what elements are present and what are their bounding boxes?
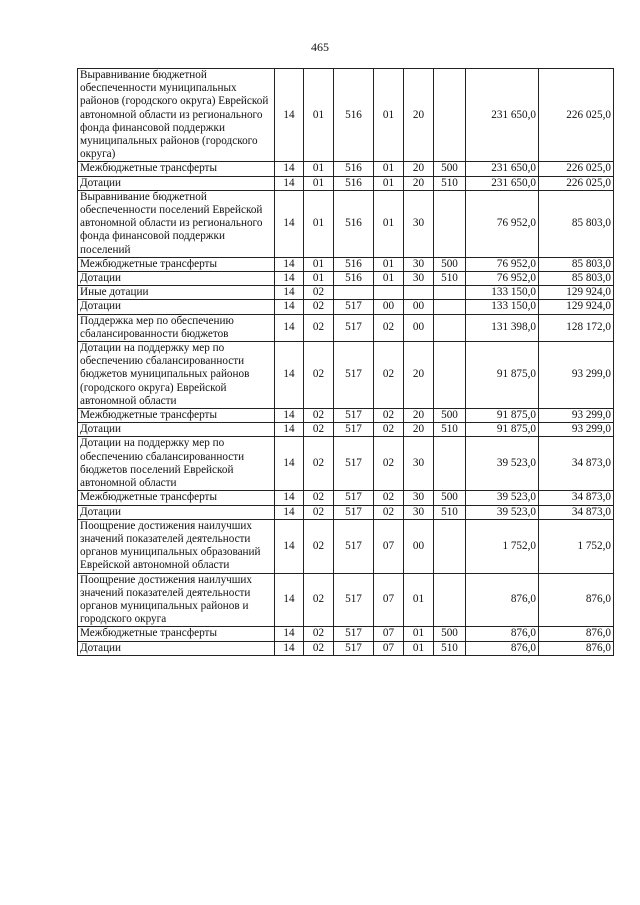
target-subarticle-code-cell: 02 <box>374 505 404 519</box>
amount-year-1-cell: 91 875,0 <box>466 409 539 423</box>
section-code-cell: 14 <box>275 409 304 423</box>
row-name-cell: Дотации <box>78 641 275 655</box>
target-subarticle-code-cell: 01 <box>374 69 404 162</box>
table-row <box>78 69 614 162</box>
amount-year-1-cell: 231 650,0 <box>466 162 539 176</box>
subsection-code-cell: 01 <box>304 257 334 271</box>
expense-type-code-cell <box>434 69 466 162</box>
section-code-cell: 14 <box>275 300 304 314</box>
expense-type-code-cell <box>434 437 466 491</box>
subsection-code-cell: 02 <box>304 505 334 519</box>
row-name-cell: Дотации <box>78 272 275 286</box>
table-row <box>78 314 614 341</box>
row-name-cell: Дотации на поддержку мер по обеспечению сбалансированности бюджетов муниципальных районов (городского округа) Еврейской автономной области <box>78 342 275 409</box>
row-name-cell: Поощрение достижения наилучших значений показателей деятельности органов муниципальных районов и городского округа <box>78 573 275 627</box>
row-name-cell: Межбюджетные трансферты <box>78 257 275 271</box>
amount-year-2-cell: 876,0 <box>539 627 614 641</box>
target-item-code-cell: 30 <box>404 491 434 505</box>
target-article-code-cell: 517 <box>334 409 374 423</box>
target-article-code-cell: 517 <box>334 505 374 519</box>
target-subarticle-code-cell: 02 <box>374 437 404 491</box>
row-name-cell: Поддержка мер по обеспечению сбалансированности бюджетов <box>78 314 275 341</box>
table-row <box>78 627 614 641</box>
target-article-code-cell: 517 <box>334 300 374 314</box>
target-subarticle-code-cell: 00 <box>374 300 404 314</box>
amount-year-1-cell: 231 650,0 <box>466 69 539 162</box>
amount-year-2-cell: 128 172,0 <box>539 314 614 341</box>
target-article-code-cell: 517 <box>334 437 374 491</box>
target-subarticle-code-cell: 02 <box>374 423 404 437</box>
table-row <box>78 409 614 423</box>
subsection-code-cell: 02 <box>304 423 334 437</box>
section-code-cell: 14 <box>275 162 304 176</box>
target-subarticle-code-cell: 02 <box>374 409 404 423</box>
target-article-code-cell: 516 <box>334 190 374 257</box>
expense-type-code-cell <box>434 519 466 573</box>
amount-year-1-cell: 133 150,0 <box>466 300 539 314</box>
target-article-code-cell: 517 <box>334 641 374 655</box>
section-code-cell: 14 <box>275 257 304 271</box>
target-article-code-cell: 516 <box>334 257 374 271</box>
expense-type-code-cell <box>434 573 466 627</box>
subsection-code-cell: 02 <box>304 300 334 314</box>
target-item-code-cell: 20 <box>404 423 434 437</box>
subsection-code-cell: 01 <box>304 190 334 257</box>
amount-year-2-cell: 226 025,0 <box>539 69 614 162</box>
amount-year-2-cell: 876,0 <box>539 641 614 655</box>
expense-type-code-cell: 500 <box>434 627 466 641</box>
expense-type-code-cell <box>434 300 466 314</box>
amount-year-2-cell: 34 873,0 <box>539 491 614 505</box>
target-item-code-cell: 00 <box>404 314 434 341</box>
amount-year-1-cell: 133 150,0 <box>466 286 539 300</box>
table-row <box>78 176 614 190</box>
target-article-code-cell: 516 <box>334 162 374 176</box>
subsection-code-cell: 01 <box>304 272 334 286</box>
section-code-cell: 14 <box>275 286 304 300</box>
section-code-cell: 14 <box>275 69 304 162</box>
table-row <box>78 342 614 409</box>
amount-year-1-cell: 39 523,0 <box>466 491 539 505</box>
section-code-cell: 14 <box>275 573 304 627</box>
amount-year-2-cell: 34 873,0 <box>539 505 614 519</box>
amount-year-1-cell: 876,0 <box>466 641 539 655</box>
row-name-cell: Межбюджетные трансферты <box>78 491 275 505</box>
table-row <box>78 257 614 271</box>
subsection-code-cell: 02 <box>304 409 334 423</box>
page-number: 465 <box>311 40 329 54</box>
amount-year-2-cell: 85 803,0 <box>539 257 614 271</box>
target-article-code-cell <box>334 286 374 300</box>
table-row <box>78 641 614 655</box>
expense-type-code-cell <box>434 190 466 257</box>
expense-type-code-cell <box>434 314 466 341</box>
section-code-cell: 14 <box>275 641 304 655</box>
target-item-code-cell: 01 <box>404 573 434 627</box>
target-item-code-cell: 01 <box>404 627 434 641</box>
target-article-code-cell: 517 <box>334 342 374 409</box>
subsection-code-cell: 02 <box>304 286 334 300</box>
subsection-code-cell: 01 <box>304 69 334 162</box>
target-item-code-cell: 30 <box>404 257 434 271</box>
amount-year-1-cell: 876,0 <box>466 627 539 641</box>
table-row <box>78 423 614 437</box>
target-subarticle-code-cell: 01 <box>374 162 404 176</box>
table-row <box>78 190 614 257</box>
target-subarticle-code-cell: 01 <box>374 272 404 286</box>
target-article-code-cell: 517 <box>334 314 374 341</box>
section-code-cell: 14 <box>275 342 304 409</box>
amount-year-2-cell: 93 299,0 <box>539 409 614 423</box>
target-item-code-cell: 20 <box>404 409 434 423</box>
amount-year-1-cell: 91 875,0 <box>466 423 539 437</box>
target-article-code-cell: 517 <box>334 491 374 505</box>
amount-year-2-cell: 129 924,0 <box>539 300 614 314</box>
amount-year-1-cell: 91 875,0 <box>466 342 539 409</box>
section-code-cell: 14 <box>275 491 304 505</box>
table-row <box>78 491 614 505</box>
section-code-cell: 14 <box>275 272 304 286</box>
budget-table <box>77 68 614 656</box>
target-subarticle-code-cell: 07 <box>374 627 404 641</box>
row-name-cell: Межбюджетные трансферты <box>78 409 275 423</box>
table-row <box>78 505 614 519</box>
target-item-code-cell: 30 <box>404 505 434 519</box>
expense-type-code-cell <box>434 342 466 409</box>
table-row <box>78 519 614 573</box>
target-article-code-cell: 516 <box>334 272 374 286</box>
expense-type-code-cell: 510 <box>434 423 466 437</box>
row-name-cell: Дотации <box>78 505 275 519</box>
amount-year-2-cell: 85 803,0 <box>539 272 614 286</box>
row-name-cell: Иные дотации <box>78 286 275 300</box>
table-row <box>78 437 614 491</box>
amount-year-1-cell: 76 952,0 <box>466 190 539 257</box>
section-code-cell: 14 <box>275 627 304 641</box>
amount-year-2-cell: 226 025,0 <box>539 162 614 176</box>
target-article-code-cell: 516 <box>334 176 374 190</box>
row-name-cell: Межбюджетные трансферты <box>78 627 275 641</box>
amount-year-1-cell: 39 523,0 <box>466 505 539 519</box>
target-subarticle-code-cell: 02 <box>374 491 404 505</box>
target-article-code-cell: 517 <box>334 519 374 573</box>
table-row <box>78 162 614 176</box>
subsection-code-cell: 02 <box>304 491 334 505</box>
target-item-code-cell: 00 <box>404 300 434 314</box>
section-code-cell: 14 <box>275 423 304 437</box>
subsection-code-cell: 02 <box>304 437 334 491</box>
row-name-cell: Дотации <box>78 300 275 314</box>
row-name-cell: Дотации <box>78 176 275 190</box>
expense-type-code-cell: 510 <box>434 176 466 190</box>
target-subarticle-code-cell <box>374 286 404 300</box>
target-item-code-cell: 30 <box>404 190 434 257</box>
amount-year-1-cell: 1 752,0 <box>466 519 539 573</box>
section-code-cell: 14 <box>275 176 304 190</box>
section-code-cell: 14 <box>275 437 304 491</box>
amount-year-2-cell: 93 299,0 <box>539 342 614 409</box>
target-article-code-cell: 517 <box>334 423 374 437</box>
target-subarticle-code-cell: 01 <box>374 176 404 190</box>
target-item-code-cell: 20 <box>404 176 434 190</box>
target-subarticle-code-cell: 02 <box>374 342 404 409</box>
target-item-code-cell: 20 <box>404 69 434 162</box>
table-row <box>78 286 614 300</box>
target-item-code-cell: 30 <box>404 272 434 286</box>
expense-type-code-cell: 500 <box>434 162 466 176</box>
subsection-code-cell: 02 <box>304 641 334 655</box>
target-item-code-cell: 00 <box>404 519 434 573</box>
row-name-cell: Межбюджетные трансферты <box>78 162 275 176</box>
amount-year-1-cell: 39 523,0 <box>466 437 539 491</box>
target-subarticle-code-cell: 02 <box>374 314 404 341</box>
target-article-code-cell: 516 <box>334 69 374 162</box>
subsection-code-cell: 02 <box>304 342 334 409</box>
expense-type-code-cell: 510 <box>434 505 466 519</box>
amount-year-2-cell: 93 299,0 <box>539 423 614 437</box>
target-subarticle-code-cell: 01 <box>374 190 404 257</box>
amount-year-1-cell: 76 952,0 <box>466 257 539 271</box>
table-row <box>78 300 614 314</box>
amount-year-2-cell: 34 873,0 <box>539 437 614 491</box>
target-item-code-cell: 20 <box>404 342 434 409</box>
row-name-cell: Дотации <box>78 423 275 437</box>
subsection-code-cell: 01 <box>304 176 334 190</box>
expense-type-code-cell: 500 <box>434 409 466 423</box>
expense-type-code-cell: 500 <box>434 491 466 505</box>
amount-year-1-cell: 231 650,0 <box>466 176 539 190</box>
expense-type-code-cell: 500 <box>434 257 466 271</box>
amount-year-1-cell: 131 398,0 <box>466 314 539 341</box>
section-code-cell: 14 <box>275 314 304 341</box>
amount-year-2-cell: 129 924,0 <box>539 286 614 300</box>
subsection-code-cell: 01 <box>304 162 334 176</box>
amount-year-2-cell: 1 752,0 <box>539 519 614 573</box>
target-item-code-cell: 01 <box>404 641 434 655</box>
target-item-code-cell: 20 <box>404 162 434 176</box>
amount-year-2-cell: 876,0 <box>539 573 614 627</box>
target-item-code-cell <box>404 286 434 300</box>
section-code-cell: 14 <box>275 519 304 573</box>
row-name-cell: Выравнивание бюджетной обеспеченности муниципальных районов (городского округа) Еврейской автономной области из регионального фонда финансовой поддержки муниципальных районов (городского округа) <box>78 69 275 162</box>
amount-year-1-cell: 76 952,0 <box>466 272 539 286</box>
subsection-code-cell: 02 <box>304 314 334 341</box>
section-code-cell: 14 <box>275 505 304 519</box>
expense-type-code-cell: 510 <box>434 272 466 286</box>
target-subarticle-code-cell: 07 <box>374 641 404 655</box>
subsection-code-cell: 02 <box>304 573 334 627</box>
target-subarticle-code-cell: 07 <box>374 573 404 627</box>
table-body <box>78 69 614 656</box>
expense-type-code-cell: 510 <box>434 641 466 655</box>
amount-year-1-cell: 876,0 <box>466 573 539 627</box>
row-name-cell: Дотации на поддержку мер по обеспечению сбалансированности бюджетов поселений Еврейской автономной области <box>78 437 275 491</box>
table-row <box>78 573 614 627</box>
table-row <box>78 272 614 286</box>
amount-year-2-cell: 226 025,0 <box>539 176 614 190</box>
target-article-code-cell: 517 <box>334 627 374 641</box>
subsection-code-cell: 02 <box>304 627 334 641</box>
amount-year-2-cell: 85 803,0 <box>539 190 614 257</box>
target-subarticle-code-cell: 01 <box>374 257 404 271</box>
row-name-cell: Выравнивание бюджетной обеспеченности поселений Еврейской автономной области из регионального фонда финансовой поддержки поселений <box>78 190 275 257</box>
target-item-code-cell: 30 <box>404 437 434 491</box>
target-article-code-cell: 517 <box>334 573 374 627</box>
expense-type-code-cell <box>434 286 466 300</box>
row-name-cell: Поощрение достижения наилучших значений показателей деятельности органов муниципальных образований Еврейской автономной области <box>78 519 275 573</box>
subsection-code-cell: 02 <box>304 519 334 573</box>
section-code-cell: 14 <box>275 190 304 257</box>
target-subarticle-code-cell: 07 <box>374 519 404 573</box>
